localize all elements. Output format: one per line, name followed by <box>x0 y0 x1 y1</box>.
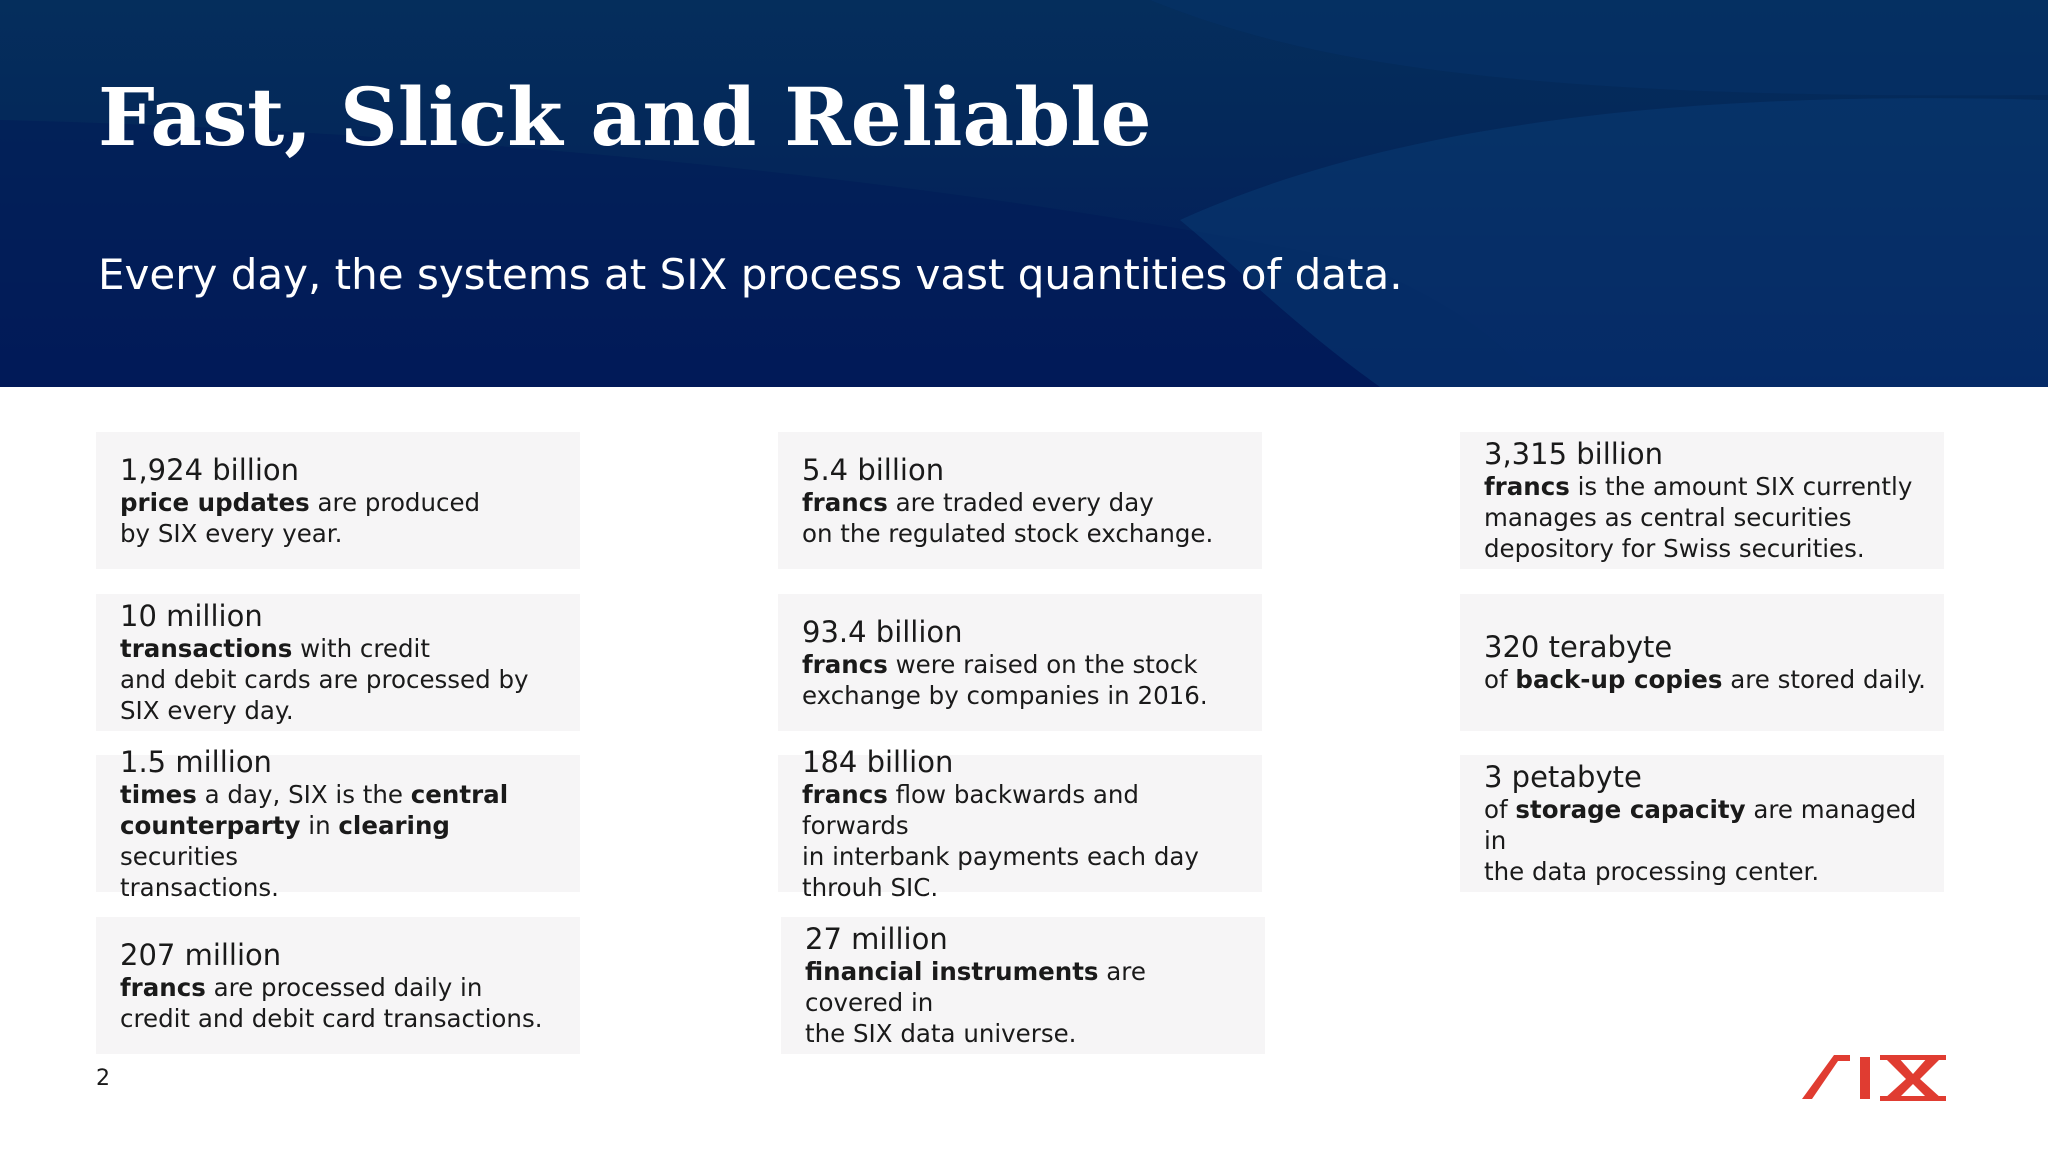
stat-figure: 93.4 billion <box>802 614 963 649</box>
stat-card-card-francs <box>96 917 580 1054</box>
stat-figure: 1,924 billion <box>120 452 299 487</box>
stat-description: francs were raised on the stock exchange by companies in 2016. <box>802 649 1208 710</box>
header-background-shapes <box>0 0 2048 387</box>
stat-card-financial-instruments <box>781 917 1265 1054</box>
stat-figure: 1.5 million <box>120 744 272 779</box>
stat-figure: 27 million <box>805 922 948 956</box>
stat-card-stock-exchange-trading <box>778 432 1262 569</box>
stat-description: francs is the amount SIX currently manages as central securities depository for Swiss securities. <box>1484 472 1913 563</box>
stat-figure: 3,315 billion <box>1484 437 1663 471</box>
stat-card-securities-depository <box>1460 432 1944 569</box>
stat-figure: 184 billion <box>802 744 954 779</box>
stat-card-central-counterparty <box>96 744 580 902</box>
stat-figure: 10 million <box>120 599 263 633</box>
stat-description: of storage capacity are managed in the data processing center. <box>1484 795 1917 886</box>
stat-description: price updates are produced by SIX every year. <box>120 487 481 548</box>
stat-figure: 3 petabyte <box>1484 760 1642 794</box>
stat-figure: 207 million <box>120 937 282 972</box>
stat-description: transactions with credit and debit cards are processed by SIX every day. <box>120 634 529 725</box>
stat-description: francs are processed daily in credit and debit card transactions. <box>120 972 543 1033</box>
stat-card-capital-raised <box>778 594 1262 731</box>
page-title: Fast, Slick and Reliable <box>98 70 1152 164</box>
six-logo <box>1802 1055 1952 1103</box>
stat-description: francs flow backwards and forwards in interbank payments each day throuh SIC. <box>802 779 1199 902</box>
stat-description: francs are traded every day on the regulated stock exchange. <box>802 487 1214 548</box>
header-banner <box>0 0 2048 387</box>
stat-card-price-updates <box>96 432 580 569</box>
stat-description: times a day, SIX is the central counterparty in clearing securities transactions. <box>120 779 509 902</box>
stat-figure: 320 terabyte <box>1484 630 1673 664</box>
stat-card-interbank-payments <box>778 744 1262 902</box>
stat-card-backup-copies <box>1460 594 1944 731</box>
page-number: 2 <box>96 1066 110 1091</box>
stat-description: of back-up copies are stored daily. <box>1484 665 1926 694</box>
stat-description: financial instruments are covered in the SIX data universe. <box>805 957 1146 1048</box>
stat-card-card-transactions <box>96 594 580 731</box>
stat-card-storage-capacity <box>1460 755 1944 892</box>
stat-figure: 5.4 billion <box>802 452 945 487</box>
page-subtitle: Every day, the systems at SIX process vast quantities of data. <box>98 250 1403 299</box>
